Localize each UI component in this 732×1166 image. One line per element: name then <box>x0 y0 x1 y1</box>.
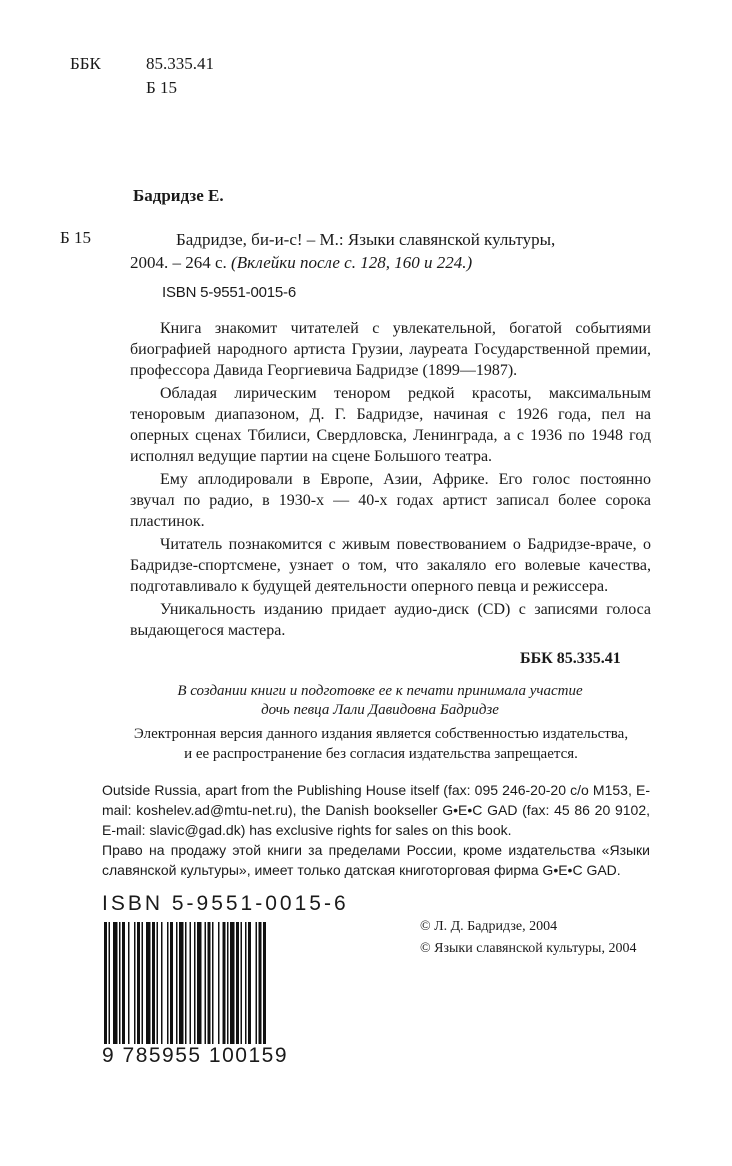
outside-russia-notice: Outside Russia, apart from the Publishing House itself (fax: 095 246-20-20 c/o M153, E-mail: koshelev.ad@mtu-net.ru), the Danish bookseller G•E•C GAD (fax: 45 86 20 9102, E-mail: slavic@gad.dk) has exclusive rights for sales on this book. <box>102 782 650 838</box>
abstract-paragraph: Книга знакомит читателей с увлекательной, богатой событиями биографией народного артиста Грузии, лауреата Государственной премии, профессора Давида Георгиевича Бадридзе (1899—1987). <box>130 320 651 379</box>
author-mark: Б 15 <box>146 78 178 97</box>
isbn-line: ISBN 5-9551-0015-6 <box>162 284 296 301</box>
barcode-bar <box>248 922 251 1048</box>
rights-russian-notice: Право на продажу этой книги за пределами России, кроме издательства «Языки славянской культуры», имеет только датская книготорговая фирма G•E•C GAD. <box>102 842 650 878</box>
barcode <box>102 922 316 1048</box>
electronic-notice-line-1: Электронная версия данного издания является собственностью издательства, <box>133 726 629 742</box>
barcode-digits: 9 785955 100159 <box>102 1044 288 1067</box>
bbk-header <box>70 52 214 100</box>
copyright-line-2: © Языки славянской культуры, 2004 <box>420 941 637 956</box>
barcode-bar <box>179 922 184 1048</box>
barcode-bar <box>197 922 202 1048</box>
barcode-bar <box>134 922 136 1048</box>
barcode-bar <box>170 922 173 1048</box>
barcode-bar <box>113 922 118 1048</box>
barcode-bar <box>128 922 130 1048</box>
barcode-bar <box>185 922 187 1048</box>
barcode-bar <box>190 922 192 1048</box>
barcode-bar <box>212 922 214 1048</box>
barcode-bar <box>137 922 140 1048</box>
bib-year-pages: 2004. – 264 с. <box>130 253 232 272</box>
author-mark-left: Б 15 <box>60 228 92 247</box>
abstract-paragraph: Читатель познакомится с живым повествованием о Бадридзе-враче, о Бадридзе-спортсмене, узнает о том, что закаляло его волевые качества, подготавливало к будущей деятельности оперного певца и режиссера. <box>130 536 651 595</box>
barcode-bar <box>241 922 243 1048</box>
abstract-paragraph: Обладая лирическим тенором редкой красоты, максимальным теноровым диапазоном, Д. Г. Бадридзе, начиная с 1926 года, пел на оперных сценах Тбилиси, Свердловска, Ленинграда, а с 1936 по 1948 год исполнял ведущие партии на сцене Большого театра. <box>130 385 651 465</box>
electronic-notice <box>96 724 666 764</box>
barcode-bar <box>152 922 155 1048</box>
credit-note <box>100 682 660 720</box>
barcode-isbn: ISBN 5-9551-0015-6 <box>102 892 349 915</box>
barcode-bar <box>142 922 144 1048</box>
bibliographic-record <box>130 228 650 274</box>
barcode-bar <box>205 922 207 1048</box>
barcode-bar <box>230 922 235 1048</box>
bbk-label: ББК <box>70 54 101 73</box>
barcode-bar <box>176 922 178 1048</box>
abstract-paragraph: Уникальность изданию придает аудио-диск (CD) с записями голоса выдающегося мастера. <box>130 601 651 639</box>
barcode-bar <box>223 922 226 1048</box>
barcode-bar <box>259 922 262 1048</box>
credit-line-1: В создании книги и подготовке ее к печати принимала участие <box>177 683 583 699</box>
barcode-bar <box>208 922 211 1048</box>
copyright-line-1: © Л. Д. Бадридзе, 2004 <box>420 919 558 934</box>
barcode-bar <box>146 922 151 1048</box>
electronic-notice-line-2: и ее распространение без согласия издательства запрещается. <box>184 746 578 762</box>
barcode-bar <box>256 922 258 1048</box>
barcode-bar <box>227 922 229 1048</box>
barcode-bar <box>157 922 159 1048</box>
barcode-bar <box>161 922 163 1048</box>
barcode-bar <box>167 922 169 1048</box>
copyright <box>420 916 636 960</box>
bib-title-line: Бадридзе, би-и-с! – М.: Языки славянской культуры, <box>176 230 556 249</box>
barcode-bar <box>122 922 125 1048</box>
bbk-bottom: ББК 85.335.41 <box>520 650 621 667</box>
barcode-bar <box>263 922 266 1048</box>
barcode-bar <box>109 922 111 1048</box>
abstract <box>130 318 651 643</box>
barcode-bar <box>119 922 121 1048</box>
author-name: Бадридзе Е. <box>133 186 224 205</box>
barcode-bar <box>104 922 107 1048</box>
barcode-bar <box>218 922 220 1048</box>
credit-line-2: дочь певца Лали Давидовна Бадридзе <box>261 702 499 718</box>
abstract-paragraph: Ему аплодировали в Европе, Азии, Африке. Его голос постоянно звучал по радио, в 1930-х — 40-х годах артист записал более сорока пластинок. <box>130 471 651 530</box>
bib-inserts-note: (Вклейки после с. 128, 160 и 224.) <box>231 253 473 272</box>
barcode-bar <box>245 922 247 1048</box>
barcode-bar <box>194 922 196 1048</box>
barcode-bar <box>236 922 239 1048</box>
bbk-code: 85.335.41 <box>146 54 214 73</box>
